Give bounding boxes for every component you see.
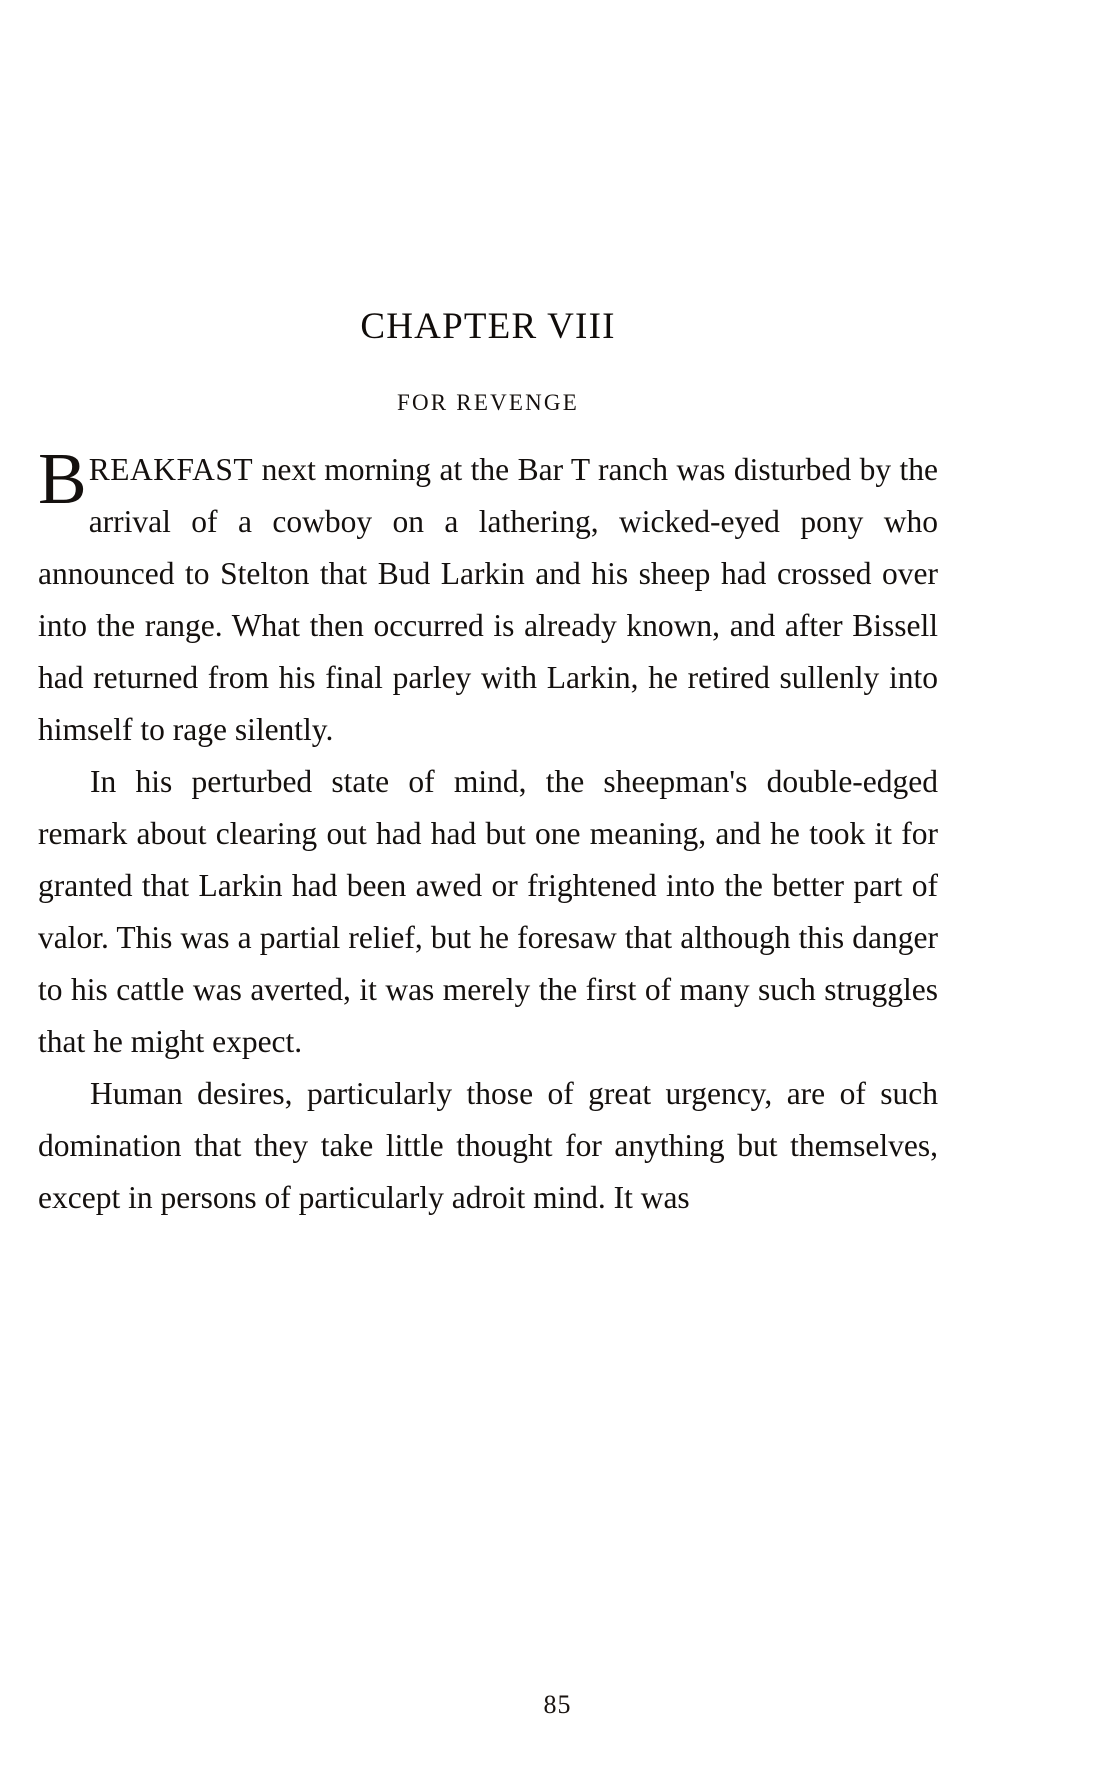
paragraph-1-text: next morning at the Bar T ranch was disturbed by the arrival of a cowboy on a lathering, wicked-eyed pony who announced to Stelton that Bud Larkin and his sheep had crossed over into the range. What then occurred is already known, and after Bissell had returned from his final parley with Larkin, he retired sullenly into himself to rage silently. xyxy=(38,452,938,747)
drop-cap: B xyxy=(38,438,87,519)
page-content xyxy=(38,0,938,1224)
chapter-subtitle: FOR REVENGE xyxy=(396,390,579,415)
paragraph-1-lead: REAKFAST xyxy=(88,452,254,487)
paragraph-3: Human desires, particularly those of great urgency, are of such domination that they take little thought for anything but themselves, except in persons of particularly adroit mind. It was xyxy=(38,1076,938,1215)
page-number: 85 xyxy=(543,1690,572,1719)
chapter-title: CHAPTER VIII xyxy=(360,306,616,347)
paragraph-2: In his perturbed state of mind, the sheepman's double-edged remark about clearing out had had but one meaning, and he took it for granted that Larkin had been awed or frightened into the better part of valor. This was a partial relief, but he foresaw that although this danger to his cattle was averted, it was merely the first of many such struggles that he might expect. xyxy=(38,764,938,1059)
paragraph-1 xyxy=(38,438,938,756)
body-text xyxy=(38,438,938,1224)
